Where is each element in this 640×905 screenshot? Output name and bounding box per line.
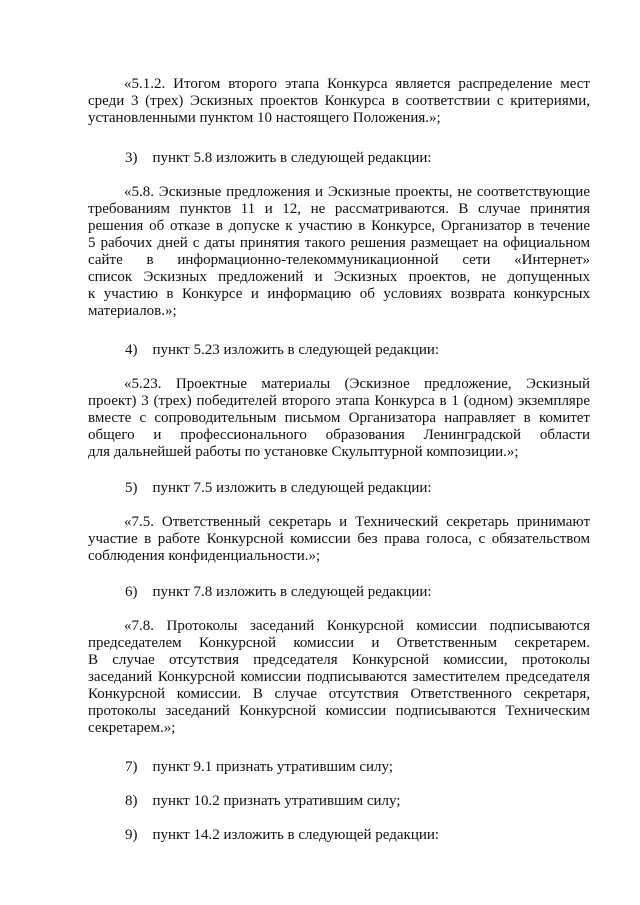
list-item-7: 7) пункт 9.1 признать утратившим силу; (125, 759, 394, 775)
text-line: сайте в информационно-телекоммуникационной сети «Интернет» (88, 252, 590, 268)
text-line: В случае отсутствия председателя Конкурсной комиссии, протоколы (88, 652, 590, 668)
text-line: требованиям пунктов 11 и 12, не рассматриваются. В случае принятия (88, 201, 590, 217)
list-item-8: 8) пункт 10.2 признать утратившим силу; (125, 793, 401, 809)
text-line: «7.5. Ответственный секретарь и Технический секретарь принимают (124, 514, 590, 530)
list-item-3: 3) пункт 5.8 изложить в следующей редакции: (125, 150, 432, 166)
paragraph-5-23 (88, 376, 590, 461)
text-line: решения об отказе в допуске к участию в Конкурсе, Организатор в течение (88, 218, 590, 234)
text-line: 5 рабочих дней с даты принятия такого решения размещает на официальном (88, 235, 590, 251)
text-line: секретарем.»; (88, 720, 176, 736)
text-line: материалов.»; (88, 303, 177, 319)
text-line: председателем Конкурсной комиссии и Ответственным секретарем. (88, 635, 590, 651)
text-line: участие в работе Конкурсной комиссии без права голоса, с обязательством (88, 531, 590, 547)
list-item-6: 6) пункт 7.8 изложить в следующей редакции: (125, 584, 432, 600)
text-line: установленными пунктом 10 настоящего Положения.»; (88, 110, 441, 126)
text-line: «7.8. Протоколы заседаний Конкурсной комиссии подписываются (124, 618, 590, 634)
text-line: проект) 3 (трех) победителей второго этапа Конкурса в 1 (одном) экземпляре (88, 393, 590, 409)
text-line: соблюдения конфиденциальности.»; (88, 548, 321, 564)
text-line: «5.23. Проектные материалы (Эскизное предложение, Эскизный (124, 376, 590, 392)
text-line: «5.1.2. Итогом второго этапа Конкурса является распределение мест (124, 76, 590, 92)
paragraph-5-8 (88, 184, 590, 320)
paragraph-7-8 (88, 618, 590, 737)
text-line: для дальнейшей работы по установке Скульптурной композиции.»; (88, 444, 519, 460)
list-item-4: 4) пункт 5.23 изложить в следующей редакции: (125, 342, 440, 358)
text-line: Конкурсной комиссии. В случае отсутствия Ответственного секретаря, (88, 686, 590, 702)
text-line: «5.8. Эскизные предложения и Эскизные проекты, не соответствующие (124, 184, 590, 200)
paragraph-5-1-2 (88, 76, 590, 127)
text-line: среди 3 (трех) Эскизных проектов Конкурса в соответствии с критериями, (88, 93, 590, 109)
text-line: вместе с сопроводительным письмом Организатора направляет в комитет (88, 410, 590, 426)
paragraph-7-5 (88, 514, 590, 565)
list-item-9: 9) пункт 14.2 изложить в следующей редакции: (125, 827, 440, 843)
text-line: к участию в Конкурсе и информацию об условиях возврата конкурсных (88, 286, 590, 302)
text-line: заседаний Конкурсной комиссии подписываются заместителем председателя (88, 669, 590, 685)
list-item-5: 5) пункт 7.5 изложить в следующей редакции: (125, 480, 432, 496)
text-line: общего и профессионального образования Ленинградской области (88, 427, 590, 443)
text-line: протоколы заседаний Конкурсной комиссии подписываются Техническим (88, 703, 590, 719)
text-line: список Эскизных предложений и Эскизных проектов, не допущенных (88, 269, 590, 285)
